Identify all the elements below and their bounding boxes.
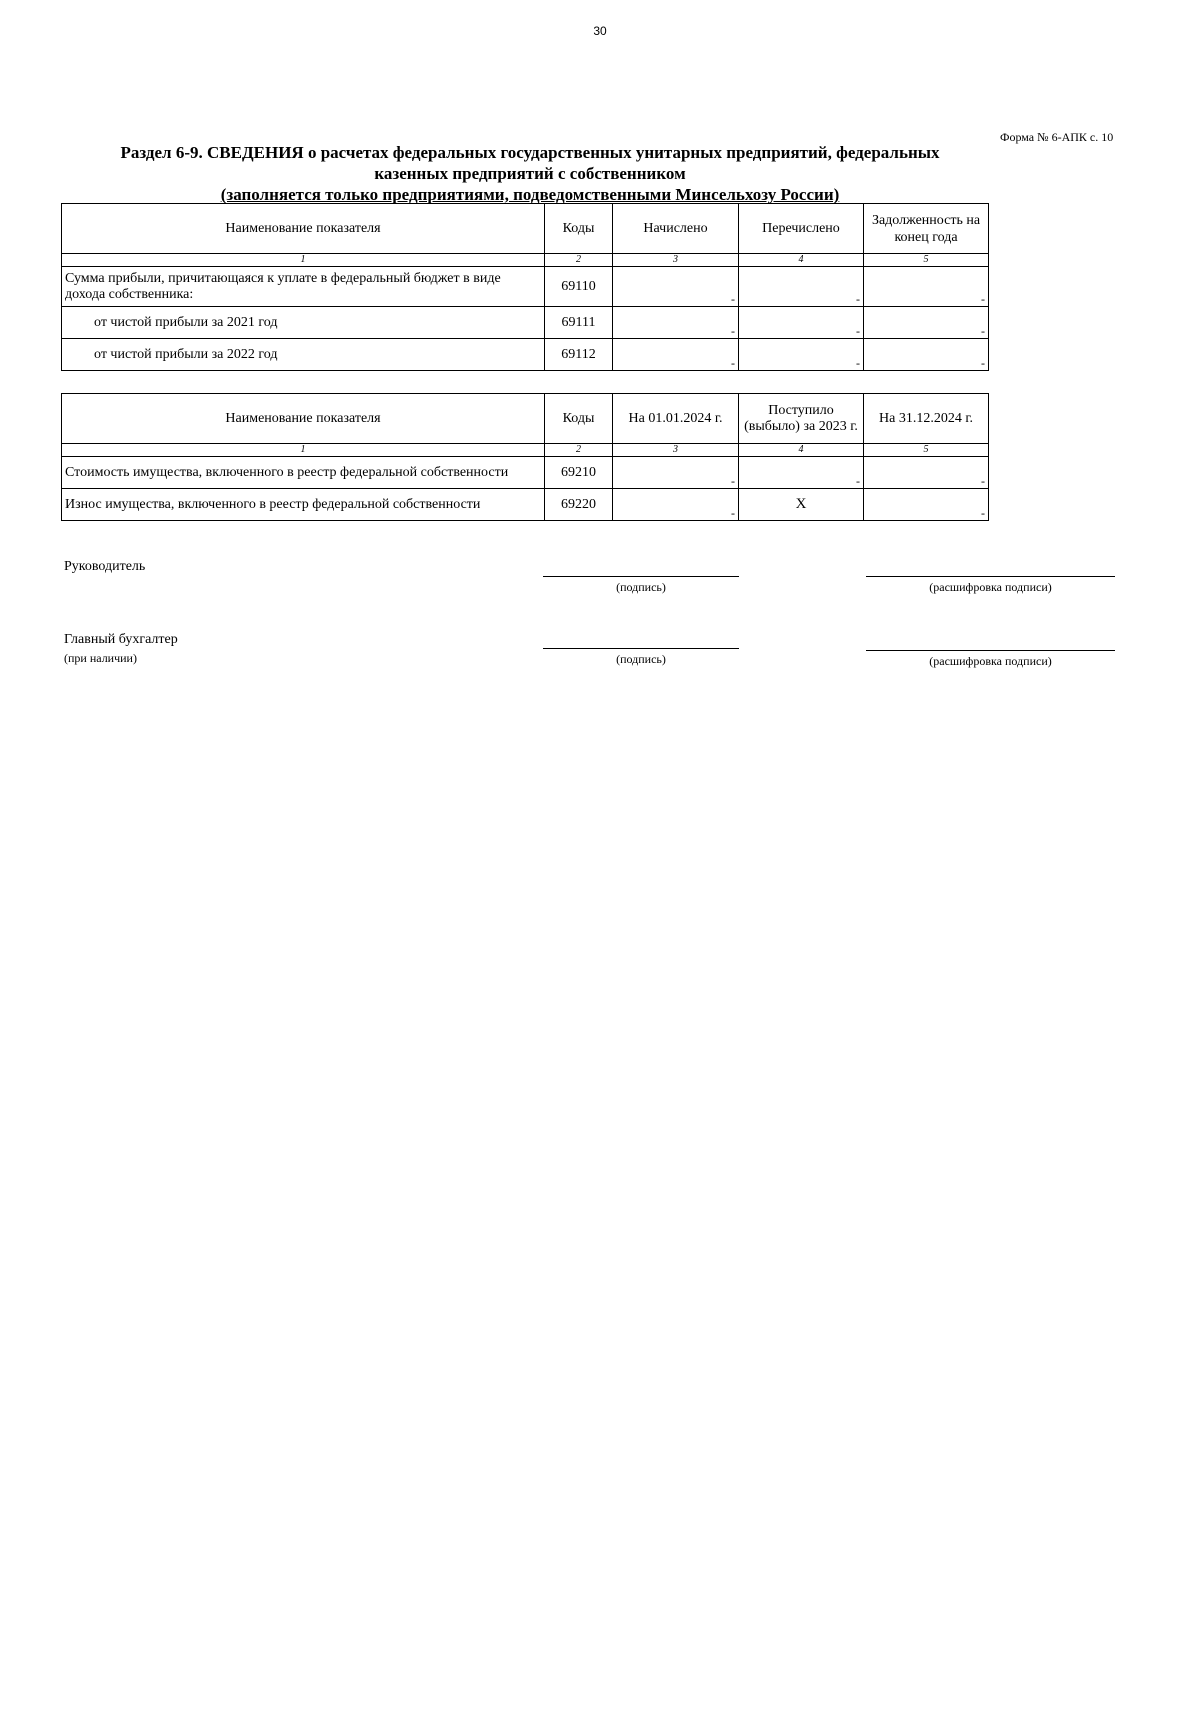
- row-code: 69110: [545, 267, 613, 307]
- page-number: 30: [593, 24, 607, 38]
- row-name: от чистой прибыли за 2021 год: [62, 307, 545, 339]
- table-row: [62, 457, 989, 489]
- value-cell[interactable]: [613, 489, 739, 521]
- settlements-table: [61, 203, 989, 371]
- cell-value: -: [856, 292, 860, 306]
- head-signature-line[interactable]: [543, 576, 739, 577]
- table-header-row: [62, 394, 989, 444]
- table-header-row: [62, 204, 989, 254]
- title-line-1: Раздел 6-9. СВЕДЕНИЯ о расчетах федеральных государственных унитарных предприятий, федеральных: [120, 143, 940, 162]
- cell-value: -: [731, 356, 735, 370]
- column-number: 5: [864, 444, 989, 457]
- property-table: [61, 393, 989, 521]
- column-number-row: [62, 444, 989, 457]
- value-cell[interactable]: [739, 267, 864, 307]
- cell-value: -: [856, 474, 860, 488]
- header-start-of-period: На 01.01.2024 г.: [613, 394, 739, 444]
- column-number: 2: [545, 254, 613, 267]
- cell-value: -: [856, 356, 860, 370]
- value-cell[interactable]: [864, 489, 989, 521]
- row-name: от чистой прибыли за 2022 год: [62, 339, 545, 371]
- header-codes: Коды: [545, 394, 613, 444]
- value-cell[interactable]: [739, 339, 864, 371]
- head-decoding-line[interactable]: [866, 576, 1115, 577]
- header-accrued: Начислено: [613, 204, 739, 254]
- row-name: Сумма прибыли, причитающаяся к уплате в федеральный бюджет в виде дохода собственника:: [62, 267, 545, 307]
- cell-value: -: [981, 506, 985, 520]
- row-code: 69112: [545, 339, 613, 371]
- column-number: 5: [864, 254, 989, 267]
- header-end-of-period: На 31.12.2024 г.: [864, 394, 989, 444]
- value-cell[interactable]: [864, 339, 989, 371]
- value-cell[interactable]: [739, 307, 864, 339]
- row-code: 69210: [545, 457, 613, 489]
- column-number: 3: [613, 444, 739, 457]
- row-name: Износ имущества, включенного в реестр федеральной собственности: [62, 489, 545, 521]
- title-line-3: (заполняется только предприятиями, подведомственными Минсельхозу России): [220, 185, 840, 204]
- header-received-disposed: Поступило (выбыло) за 2023 г.: [739, 394, 864, 444]
- column-number: 4: [739, 444, 864, 457]
- form-label: Форма № 6-АПК с. 10: [1000, 130, 1114, 144]
- value-cell[interactable]: [864, 267, 989, 307]
- row-code: 69220: [545, 489, 613, 521]
- cell-value: -: [981, 324, 985, 338]
- section-title: [60, 142, 1000, 205]
- table-row: [62, 307, 989, 339]
- row-name: Стоимость имущества, включенного в реестр федеральной собственности: [62, 457, 545, 489]
- cell-value: -: [731, 292, 735, 306]
- accountant-decoding-line[interactable]: [866, 650, 1115, 651]
- column-number: 1: [62, 444, 545, 457]
- cell-value: -: [731, 506, 735, 520]
- value-cell[interactable]: [739, 457, 864, 489]
- value-cell[interactable]: [613, 457, 739, 489]
- table-row: [62, 267, 989, 307]
- column-number: 2: [545, 444, 613, 457]
- table-row: [62, 489, 989, 521]
- signature-caption: (подпись): [616, 580, 666, 594]
- value-cell[interactable]: [613, 267, 739, 307]
- decoding-caption: (расшифровка подписи): [929, 580, 1052, 594]
- cell-value: -: [981, 292, 985, 306]
- header-debt-end-of-year: Задолженность на конец года: [864, 204, 989, 254]
- head-label: Руководитель: [64, 559, 146, 574]
- accountant-signature-line[interactable]: [543, 648, 739, 649]
- header-indicator-name: Наименование показателя: [62, 394, 545, 444]
- value-cell-not-applicable: X: [739, 489, 864, 521]
- decoding-caption: (расшифровка подписи): [929, 654, 1052, 668]
- accountant-note: (при наличии): [64, 651, 137, 665]
- column-number-row: [62, 254, 989, 267]
- cell-value: -: [856, 324, 860, 338]
- column-number: 4: [739, 254, 864, 267]
- signature-caption: (подпись): [616, 652, 666, 666]
- table-row: [62, 339, 989, 371]
- header-codes: Коды: [545, 204, 613, 254]
- title-line-2: казенных предприятий с собственником: [374, 164, 686, 183]
- value-cell[interactable]: [864, 307, 989, 339]
- column-number: 3: [613, 254, 739, 267]
- cell-value: -: [981, 356, 985, 370]
- value-cell[interactable]: [864, 457, 989, 489]
- header-indicator-name: Наименование показателя: [62, 204, 545, 254]
- column-number: 1: [62, 254, 545, 267]
- accountant-label: Главный бухгалтер: [64, 632, 178, 647]
- cell-value: -: [981, 474, 985, 488]
- cell-value: -: [731, 474, 735, 488]
- row-code: 69111: [545, 307, 613, 339]
- header-transferred: Перечислено: [739, 204, 864, 254]
- value-cell[interactable]: [613, 307, 739, 339]
- value-cell[interactable]: [613, 339, 739, 371]
- cell-value: -: [731, 324, 735, 338]
